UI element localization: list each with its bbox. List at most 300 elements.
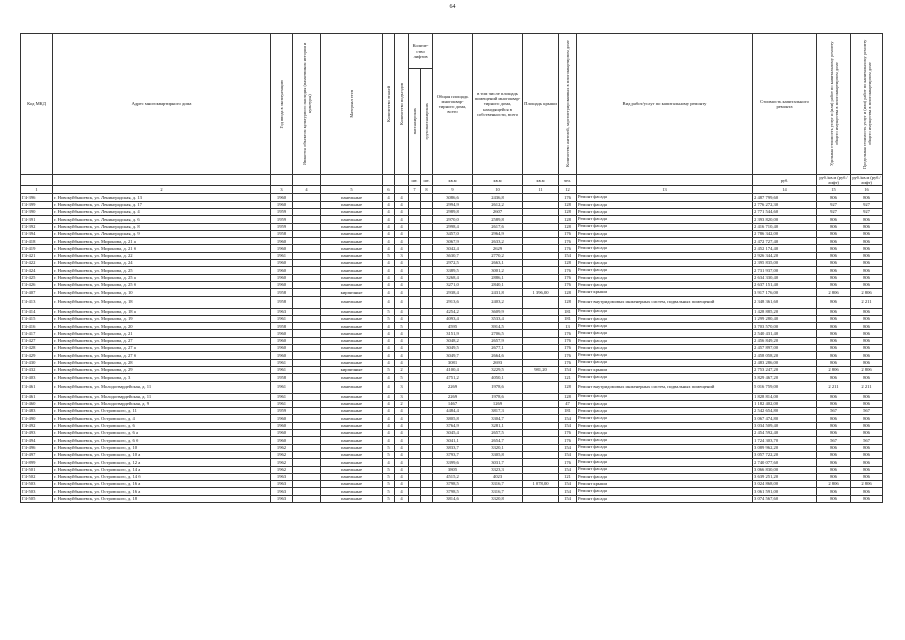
cell-lifts-cargo — [421, 488, 433, 495]
cell-roof-area — [523, 216, 559, 223]
table-row — [21, 252, 883, 259]
cell-walls: панельные — [321, 315, 383, 322]
cell-address: г. Новокуйбышевск, ул. Молодогвардейская, д. 11 — [53, 381, 271, 393]
column-number-cell: 6 — [383, 186, 395, 194]
cell-works: Ремонт фасада — [577, 459, 753, 466]
cell-code: Г4-417 — [21, 330, 53, 337]
cell-incl-area: 3305,8 — [473, 451, 523, 458]
cell-total-area: 4100,4 — [433, 366, 473, 373]
cell-address: г. Новокуйбышевск, ул. Миронова, д. 25 — [53, 267, 271, 274]
cell-total-area: 2269 — [433, 393, 473, 400]
cell-floors: 4 — [383, 374, 395, 381]
cell-address: г. Новокуйбышевск, ул. Миронова, д. 19 — [53, 315, 271, 322]
cell-year: 1961 — [271, 381, 293, 393]
unit-cell — [21, 175, 53, 186]
cell-cost: 2 458 058,20 — [753, 352, 817, 359]
cell-roof-area — [523, 473, 559, 480]
cell-walls: панельные — [321, 459, 383, 466]
cell-cost: 2 634 330,40 — [753, 274, 817, 281]
cell-residents: 176 — [559, 437, 577, 444]
cell-code: Г4-460 — [21, 400, 53, 407]
cell-residents: 176 — [559, 230, 577, 237]
cell-spec-cost: 567 — [817, 437, 851, 444]
cell-total-area: 2269 — [433, 381, 473, 393]
cell-max-cost: 806 — [851, 308, 883, 315]
cell-total-area: 4484,4 — [433, 408, 473, 415]
cell-entrances: 4 — [395, 209, 409, 216]
cell-incl-area: 2693 — [473, 359, 523, 366]
cell-max-cost: 806 — [851, 415, 883, 422]
cell-spec-cost: 806 — [817, 466, 851, 473]
cell-walls: панельные — [321, 274, 383, 281]
cell-incl-area: 1978,6 — [473, 381, 523, 393]
cell-year: 1960 — [271, 430, 293, 437]
cell-walls: панельные — [321, 408, 383, 415]
cell-heritage — [293, 330, 321, 337]
cell-cost: 2 542 654,80 — [753, 408, 817, 415]
cell-year: 1963 — [271, 488, 293, 495]
cell-address: г. Новокуйбышевск, ул. Молодогвардейская, д. 11 — [53, 393, 271, 400]
cell-year: 1960 — [271, 330, 293, 337]
cell-year: 1962 — [271, 459, 293, 466]
cell-total-area: 4093,4 — [433, 315, 473, 322]
table-row — [21, 216, 883, 223]
cell-heritage — [293, 422, 321, 429]
cell-entrances: 4 — [395, 194, 409, 201]
cell-code: Г4-496 — [21, 444, 53, 451]
cell-address: г. Новокуйбышевск, ул. Миронова, д. 21 б — [53, 245, 271, 252]
cell-spec-cost: 806 — [817, 459, 851, 466]
header-spec-cost: Удельная стоимость услуг и (или) работ по капитальному ремонту общего имущества в многоквартирном доме — [817, 34, 851, 175]
cell-code: Г4-421 — [21, 252, 53, 259]
cell-address: г. Новокуйбышевск, ул. Островского, д. 16 а — [53, 481, 271, 488]
cell-spec-cost: 806 — [817, 400, 851, 407]
unit-cell — [271, 175, 293, 186]
cell-works: Ремонт фасада — [577, 216, 753, 223]
column-number-cell: 5 — [321, 186, 383, 194]
cell-roof-area — [523, 315, 559, 322]
cell-entrances: 4 — [395, 245, 409, 252]
cell-max-cost: 806 — [851, 444, 883, 451]
cell-entrances: 4 — [395, 274, 409, 281]
cell-cost: 1 182 402,00 — [753, 400, 817, 407]
cell-incl-area: 2840,1 — [473, 281, 523, 288]
cell-max-cost: 567 — [851, 408, 883, 415]
cell-spec-cost: 806 — [817, 330, 851, 337]
cell-max-cost: 806 — [851, 337, 883, 344]
cell-heritage — [293, 216, 321, 223]
cell-works: Ремонт фасада — [577, 194, 753, 201]
cell-entrances: 4 — [395, 223, 409, 230]
cell-lifts-pass — [409, 223, 421, 230]
cell-incl-area: 2663,1 — [473, 260, 523, 267]
cell-walls: панельные — [321, 245, 383, 252]
cell-roof-area — [523, 209, 559, 216]
unit-cell — [577, 175, 753, 186]
cell-code: Г4-399 — [21, 201, 53, 208]
cell-total-area: 3630,7 — [433, 252, 473, 259]
cell-incl-area: 3817,3 — [473, 408, 523, 415]
cell-cost: 2 740 077,60 — [753, 459, 817, 466]
cell-lifts-cargo — [421, 281, 433, 288]
cell-lifts-cargo — [421, 430, 433, 437]
table-row — [21, 201, 883, 208]
cell-spec-cost: 806 — [817, 281, 851, 288]
cell-roof-area — [523, 296, 559, 308]
cell-floors: 5 — [383, 488, 395, 495]
header-code: Код МКД — [21, 34, 53, 175]
cell-lifts-cargo — [421, 260, 433, 267]
cell-residents: 121 — [559, 374, 577, 381]
cell-roof-area — [523, 437, 559, 444]
cell-cost: 2 771 544,60 — [753, 209, 817, 216]
cell-max-cost: 806 — [851, 230, 883, 237]
cell-walls: кирпичные — [321, 289, 383, 296]
column-number-cell: 1 — [21, 186, 53, 194]
cell-total-area: 4751,2 — [433, 374, 473, 381]
header-works: Вид работ/услуг по капитальному ремонту — [577, 34, 753, 175]
cell-residents: 154 — [559, 366, 577, 373]
cell-walls: кирпичные — [321, 366, 383, 373]
cell-residents: 176 — [559, 330, 577, 337]
cell-lifts-cargo — [421, 400, 433, 407]
cell-address: г. Новокуйбышевск, ул. Ленинградская, д. 8 — [53, 223, 271, 230]
cell-heritage — [293, 381, 321, 393]
cell-lifts-pass — [409, 366, 421, 373]
unit-cell: кв.м — [473, 175, 523, 186]
cell-lifts-cargo — [421, 366, 433, 373]
cell-floors: 4 — [383, 352, 395, 359]
cell-entrances: 4 — [395, 495, 409, 502]
cell-walls: панельные — [321, 381, 383, 393]
cell-entrances: 4 — [395, 315, 409, 322]
cell-walls: панельные — [321, 223, 383, 230]
cell-code: Г4-503 — [21, 481, 53, 488]
cell-year: 1960 — [271, 337, 293, 344]
cell-max-cost: 806 — [851, 400, 883, 407]
table-row — [21, 437, 883, 444]
cell-lifts-cargo — [421, 345, 433, 352]
cell-floors: 4 — [383, 408, 395, 415]
cell-roof-area — [523, 408, 559, 415]
cell-residents: 176 — [559, 337, 577, 344]
cell-lifts-pass — [409, 430, 421, 437]
cell-walls: панельные — [321, 451, 383, 458]
cell-total-area: 3049,5 — [433, 345, 473, 352]
cell-heritage — [293, 296, 321, 308]
cell-incl-area: 2886,1 — [473, 274, 523, 281]
cell-floors: 4 — [383, 337, 395, 344]
table-row — [21, 374, 883, 381]
cell-works: Ремонт фасада — [577, 430, 753, 437]
cell-heritage — [293, 451, 321, 458]
cell-roof-area — [523, 444, 559, 451]
unit-cell: руб. — [753, 175, 817, 186]
cell-lifts-pass — [409, 451, 421, 458]
cell-walls: панельные — [321, 252, 383, 259]
table-row — [21, 400, 883, 407]
cell-code: Г4-502 — [21, 473, 53, 480]
cell-heritage — [293, 315, 321, 322]
cell-year: 1958 — [271, 296, 293, 308]
cell-lifts-cargo — [421, 194, 433, 201]
cell-spec-cost: 806 — [817, 488, 851, 495]
cell-cost: 2 487 799,60 — [753, 194, 817, 201]
cell-lifts-cargo — [421, 393, 433, 400]
table-row — [21, 381, 883, 393]
table-row — [21, 337, 883, 344]
cell-heritage — [293, 281, 321, 288]
cell-lifts-cargo — [421, 359, 433, 366]
cell-entrances: 4 — [395, 488, 409, 495]
cell-code: Г4-415 — [21, 315, 53, 322]
cell-roof-area — [523, 223, 559, 230]
cell-lifts-cargo — [421, 481, 433, 488]
cell-address: г. Новокуйбышевск, ул. Островского, д. 6 — [53, 422, 271, 429]
cell-cost: 2 753 247,20 — [753, 366, 817, 373]
cell-incl-area: 3320,8 — [473, 495, 523, 502]
cell-cost: 2 483 286,00 — [753, 359, 817, 366]
cell-incl-area: 2664,6 — [473, 352, 523, 359]
table-row — [21, 296, 883, 308]
cell-walls: панельные — [321, 345, 383, 352]
cell-roof-area: 1 078,00 — [523, 481, 559, 488]
cell-year: 1961 — [271, 252, 293, 259]
cell-entrances: 4 — [395, 345, 409, 352]
cell-roof-area — [523, 415, 559, 422]
cell-floors: 5 — [383, 451, 395, 458]
header-floors: Количество этажей — [383, 34, 395, 175]
cell-spec-cost: 806 — [817, 473, 851, 480]
cell-year: 1959 — [271, 209, 293, 216]
cell-residents: 154 — [559, 451, 577, 458]
cell-roof-area — [523, 345, 559, 352]
cell-residents: 154 — [559, 252, 577, 259]
cell-walls: панельные — [321, 415, 383, 422]
cell-lifts-pass — [409, 289, 421, 296]
cell-address: г. Новокуйбышевск, ул. Островского, д. 11 — [53, 408, 271, 415]
cell-year: 1958 — [271, 230, 293, 237]
cell-entrances: 4 — [395, 466, 409, 473]
cell-max-cost: 806 — [851, 274, 883, 281]
column-number-cell — [395, 186, 409, 194]
cell-entrances: 4 — [395, 296, 409, 308]
table-row — [21, 422, 883, 429]
cell-spec-cost: 806 — [817, 194, 851, 201]
cell-residents: 176 — [559, 267, 577, 274]
cell-heritage — [293, 289, 321, 296]
cell-max-cost: 2 806 — [851, 289, 883, 296]
cell-address: г. Новокуйбышевск, ул. Миронова, д. 3 — [53, 374, 271, 381]
cell-code: Г4-392 — [21, 223, 53, 230]
cell-total-area: 3457,0 — [433, 230, 473, 237]
cell-entrances: 4 — [395, 201, 409, 208]
table-row — [21, 330, 883, 337]
cell-works: Ремонт фасада — [577, 444, 753, 451]
cell-total-area: 3805 — [433, 466, 473, 473]
cell-address: г. Новокуйбышевск, ул. Миронова, д. 25 а — [53, 274, 271, 281]
cell-cost: 2 454 592,40 — [753, 430, 817, 437]
cell-works: Ремонт фасада — [577, 473, 753, 480]
cell-year: 1958 — [271, 323, 293, 330]
cell-lifts-cargo — [421, 274, 433, 281]
cell-max-cost: 806 — [851, 393, 883, 400]
cell-heritage — [293, 252, 321, 259]
table-row — [21, 274, 883, 281]
cell-address: г. Новокуйбышевск, ул. Ленинградская, д. 13 — [53, 194, 271, 201]
cell-spec-cost: 806 — [817, 352, 851, 359]
cell-floors: 5 — [383, 473, 395, 480]
cell-year: 1959 — [271, 216, 293, 223]
cell-code: Г4-414 — [21, 308, 53, 315]
cell-entrances: 4 — [395, 437, 409, 444]
cell-spec-cost: 806 — [817, 451, 851, 458]
cell-floors: 5 — [383, 481, 395, 488]
cell-heritage — [293, 337, 321, 344]
header-lifts-pass: пассажирских — [409, 69, 421, 175]
cell-spec-cost: 806 — [817, 245, 851, 252]
cell-roof-area — [523, 274, 559, 281]
cell-floors: 4 — [383, 230, 395, 237]
cell-entrances: 4 — [395, 444, 409, 451]
cell-roof-area — [523, 393, 559, 400]
cell-heritage — [293, 345, 321, 352]
cell-works: Ремонт фасада — [577, 323, 753, 330]
cell-floors: 5 — [383, 366, 395, 373]
cell-lifts-pass — [409, 415, 421, 422]
unit-cell: руб./кв.м (руб./лифт) — [817, 175, 851, 186]
cell-code: Г4-461 — [21, 381, 53, 393]
cell-address: г. Новокуйбышевск, ул. Миронова, д. 10 — [53, 289, 271, 296]
cell-works: Ремонт внутридомовых инженерных систем, подвальных помещений — [577, 381, 753, 393]
cell-lifts-pass — [409, 459, 421, 466]
cell-heritage — [293, 408, 321, 415]
cell-floors: 4 — [383, 289, 395, 296]
cell-entrances: 2 — [395, 366, 409, 373]
cell-code: Г4-503 — [21, 488, 53, 495]
cell-lifts-pass — [409, 481, 421, 488]
cell-floors: 5 — [383, 466, 395, 473]
cell-total-area: 3081 — [433, 359, 473, 366]
cell-year: 1960 — [271, 245, 293, 252]
cell-works: Ремонт крыши — [577, 289, 753, 296]
unit-cell: шт. — [409, 175, 421, 186]
cell-entrances: 4 — [395, 281, 409, 288]
cell-roof-area — [523, 400, 559, 407]
cell-max-cost: 806 — [851, 466, 883, 473]
cell-works: Ремонт фасада — [577, 437, 753, 444]
cell-heritage — [293, 459, 321, 466]
table-row — [21, 238, 883, 245]
cell-heritage — [293, 481, 321, 488]
cell-cost: 3 074 567,60 — [753, 495, 817, 502]
table-row — [21, 308, 883, 315]
cell-incl-area: 2654,7 — [473, 437, 523, 444]
table-row — [21, 281, 883, 288]
cell-residents: 121 — [559, 473, 577, 480]
cell-code: Г4-497 — [21, 451, 53, 458]
cell-entrances: 4 — [395, 238, 409, 245]
unit-cell — [53, 175, 271, 186]
cell-cost: 2 472 727,40 — [753, 238, 817, 245]
table-row — [21, 488, 883, 495]
cell-year: 1960 — [271, 274, 293, 281]
cell-cost: 2 393 820,00 — [753, 216, 817, 223]
cell-cost: 2 457 897,00 — [753, 345, 817, 352]
cell-spec-cost: 806 — [817, 374, 851, 381]
header-heritage: Является объектом культурного наследия (памятником истории и культуры) — [293, 34, 321, 175]
cell-max-cost: 806 — [851, 216, 883, 223]
table-row — [21, 230, 883, 237]
cell-roof-area — [523, 495, 559, 502]
cell-roof-area — [523, 430, 559, 437]
cell-residents: 154 — [559, 481, 577, 488]
cell-works: Ремонт внутридомовых инженерных систем, подвальных помещений — [577, 296, 753, 308]
column-number-cell: 9 — [433, 186, 473, 194]
cell-total-area: 2913,6 — [433, 296, 473, 308]
header-total-area: Общая площадь многоквар-тирного дома, всего — [433, 34, 473, 175]
cell-spec-cost: 806 — [817, 415, 851, 422]
cell-walls: панельные — [321, 308, 383, 315]
cell-total-area: 3764,9 — [433, 422, 473, 429]
column-number-cell: 8 — [421, 186, 433, 194]
cell-spec-cost: 806 — [817, 337, 851, 344]
cell-lifts-pass — [409, 209, 421, 216]
cell-cost: 3 089 962,20 — [753, 444, 817, 451]
cell-entrances: 4 — [395, 359, 409, 366]
cell-cost: 3 917 176,00 — [753, 289, 817, 296]
header-walls: Материал стен — [321, 34, 383, 175]
cell-spec-cost: 806 — [817, 359, 851, 366]
cell-total-area: 3833,7 — [433, 444, 473, 451]
cell-roof-area — [523, 308, 559, 315]
cell-spec-cost: 2 211 — [817, 381, 851, 393]
cell-address: г. Новокуйбышевск, ул. Миронова, д. 21 — [53, 330, 271, 337]
cell-incl-area: 3031,7 — [473, 459, 523, 466]
cell-walls: панельные — [321, 216, 383, 223]
cell-code: Г4-430 — [21, 359, 53, 366]
cell-total-area: 3041,1 — [433, 437, 473, 444]
table-row — [21, 245, 883, 252]
cell-year: 1960 — [271, 422, 293, 429]
table-row — [21, 352, 883, 359]
cell-residents: 154 — [559, 488, 577, 495]
cell-code: Г4-432 — [21, 366, 53, 373]
cell-code: Г4-461 — [21, 393, 53, 400]
cell-entrances: 5 — [395, 374, 409, 381]
cell-max-cost: 806 — [851, 422, 883, 429]
cell-lifts-cargo — [421, 201, 433, 208]
cell-address: г. Новокуйбышевск, ул. Островского, д. 18 — [53, 495, 271, 502]
cell-incl-area: 2770,2 — [473, 252, 523, 259]
cell-code: Г4-483 — [21, 408, 53, 415]
cell-residents: 176 — [559, 459, 577, 466]
cell-lifts-cargo — [421, 337, 433, 344]
cell-total-area: 3042,4 — [433, 245, 473, 252]
cell-lifts-pass — [409, 374, 421, 381]
unit-cell — [383, 175, 395, 186]
table-row — [21, 345, 883, 352]
cell-entrances: 4 — [395, 330, 409, 337]
cell-works: Ремонт фасада — [577, 345, 753, 352]
cell-walls: панельные — [321, 323, 383, 330]
cell-lifts-pass — [409, 201, 421, 208]
cell-incl-area: 2431,8 — [473, 289, 523, 296]
cell-floors: 4 — [383, 400, 395, 407]
cell-total-area: 3399,6 — [433, 459, 473, 466]
cell-works: Ремонт фасада — [577, 393, 753, 400]
cell-residents: 176 — [559, 345, 577, 352]
